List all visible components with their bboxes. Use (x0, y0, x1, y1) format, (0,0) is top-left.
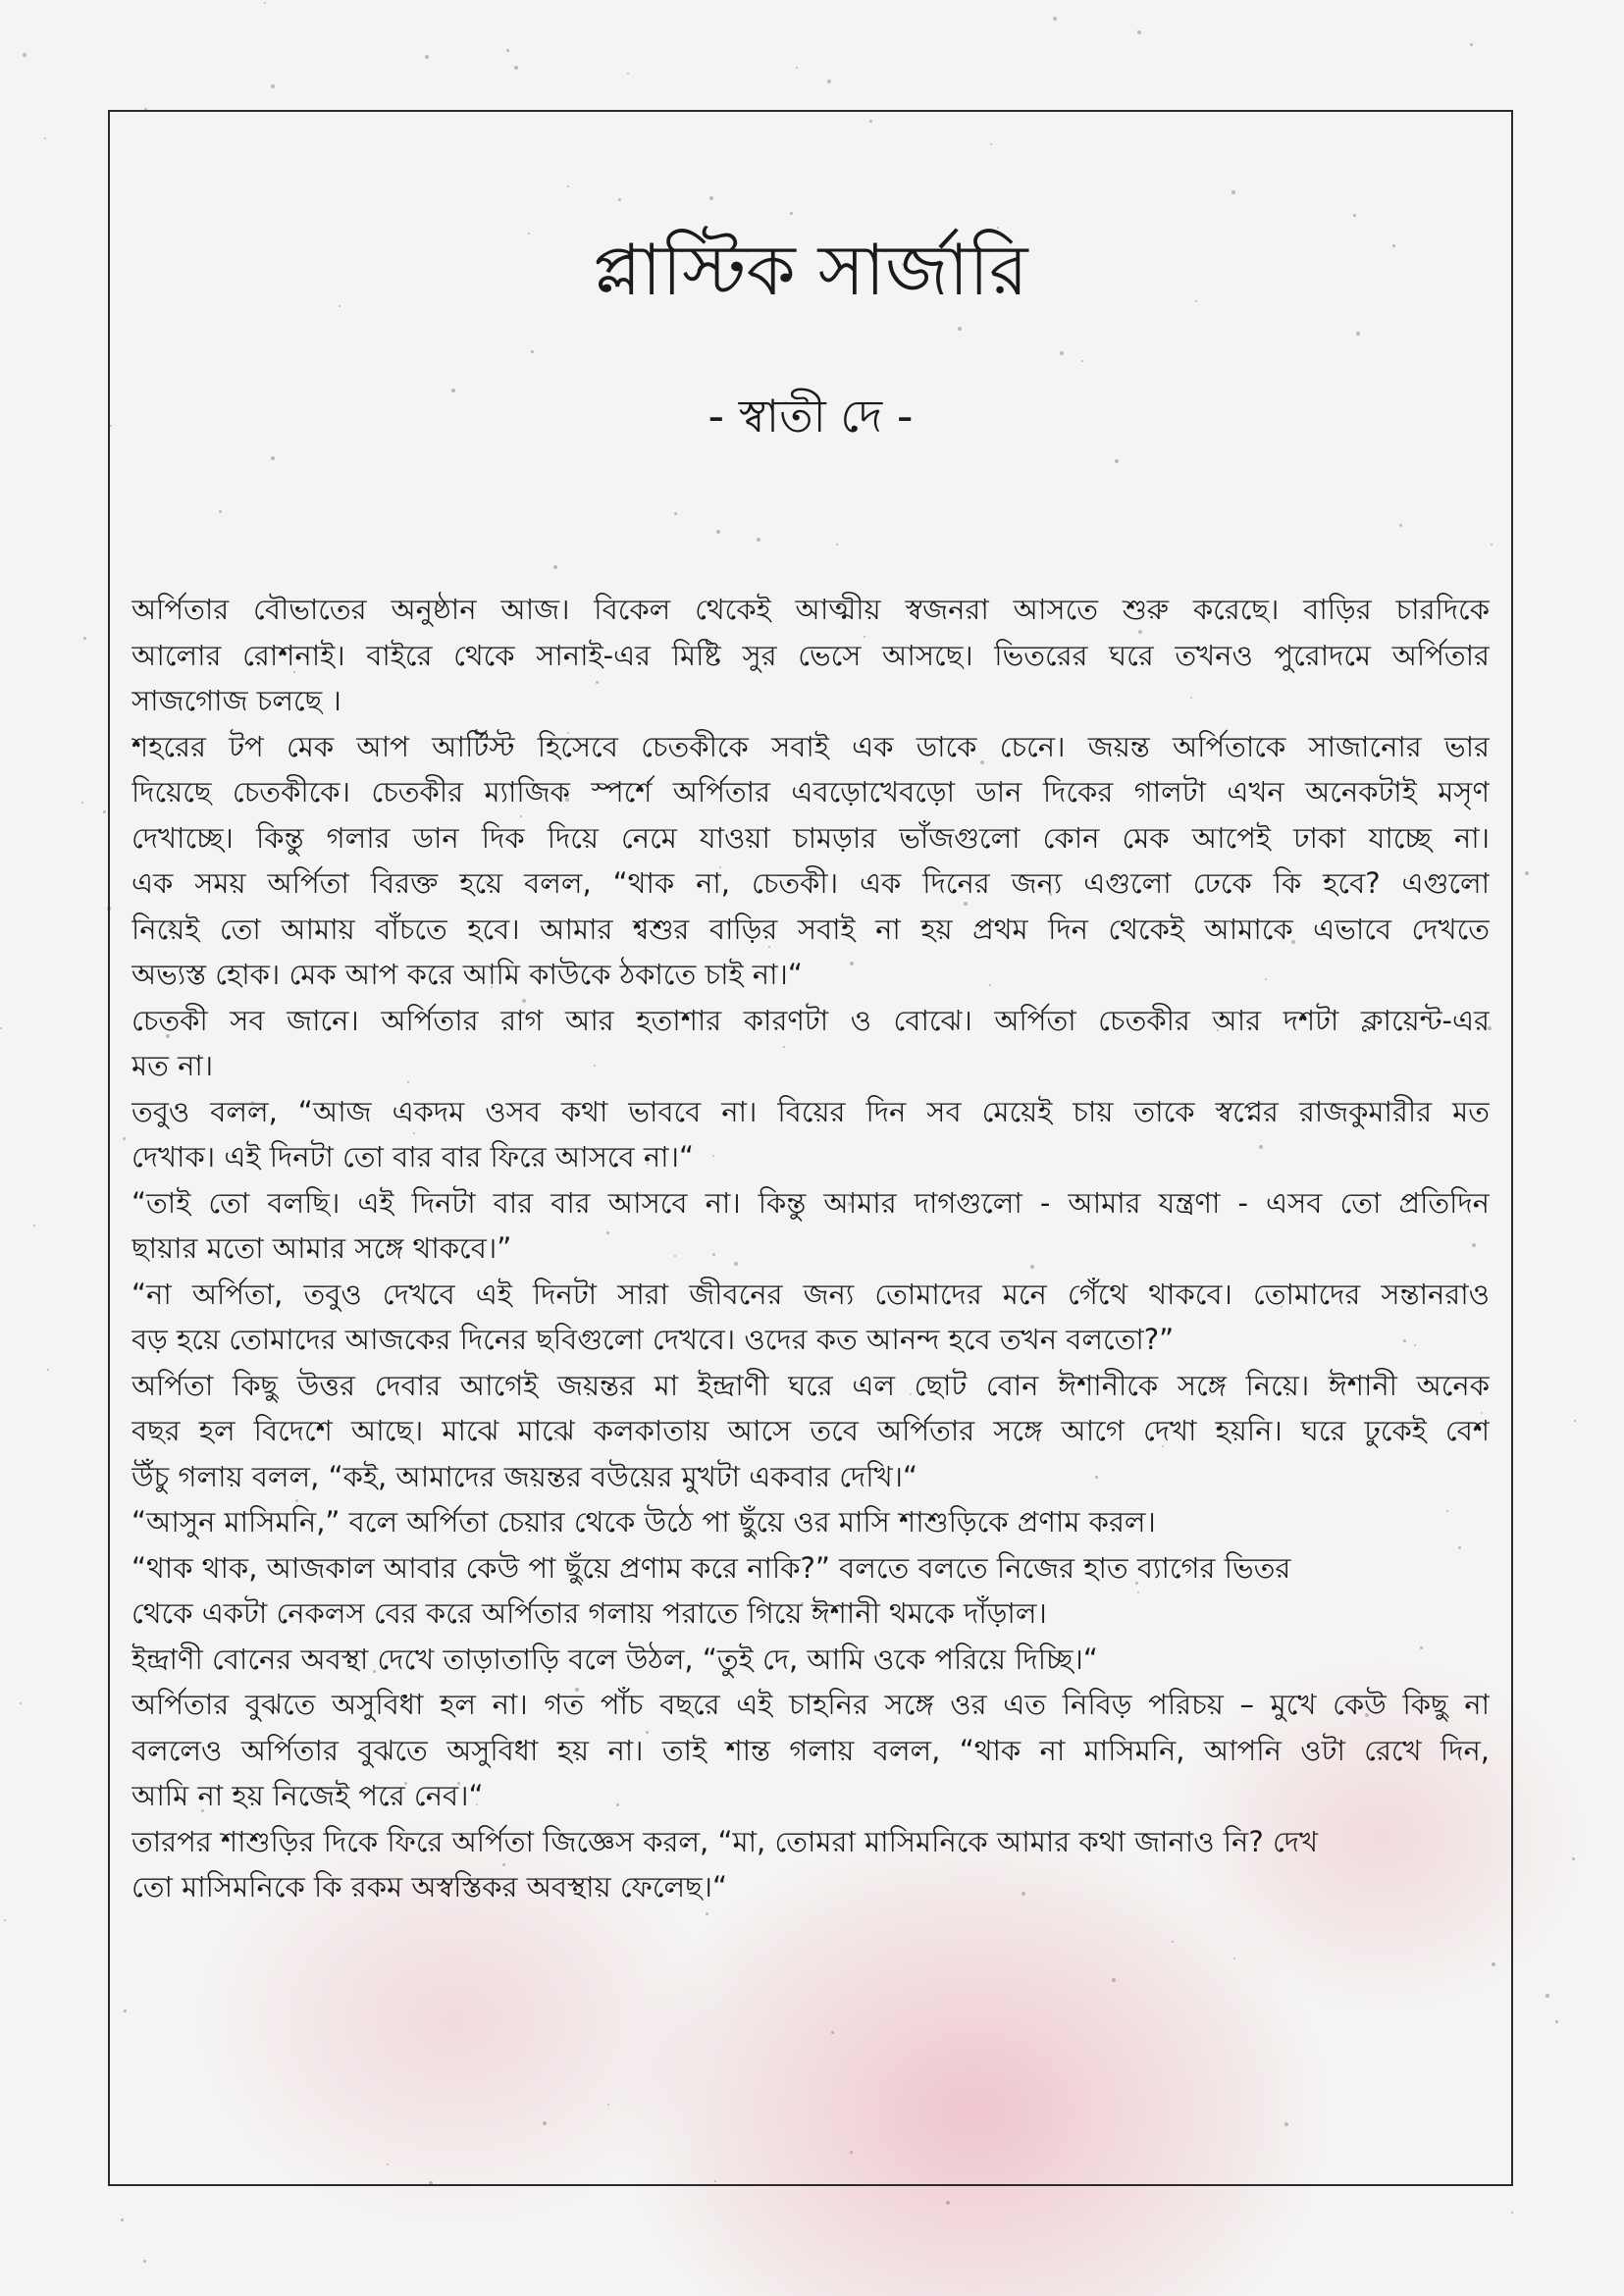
story-line: তারপর শাশুড়ির দিকে ফিরে অর্পিতা জিজ্ঞেস করল, “মা, তোমরা মাসিমনিকে আমার কথা জানাও নি? দেখ (131, 1824, 1319, 1858)
paper-speck (33, 1225, 35, 1226)
story-line: দেখাক। এই দিনটা তো বার বার ফিরে আসবে না।“ (131, 1140, 694, 1174)
story-line: বললেও অর্পিতার বুঝতে অসুবিধা হয় না। তাই শান্ত গলায় বলল, “থাক না মাসিমনি, আপনি ওটা রেখে দিন, (131, 1733, 1490, 1767)
story-line: এক সময় অর্পিতা বিরক্ত হয়ে বলল, “থাক না, চেতকী। এক দিনের জন্য এগুলো ঢেকে কি হবে? এগুলো (131, 866, 1490, 900)
paper-speck (271, 84, 275, 88)
story-line: তবুও বলল, “আজ একদম ওসব কথা ভাববে না। বিয়ের দিন সব মেয়েই চায় তাকে স্বপ্নের রাজকুমারীর মত (131, 1094, 1490, 1128)
paper-speck (946, 2201, 950, 2205)
story-line: শহরের টপ মেক আপ আর্টিস্ট হিসেবে চেতকীকে সবাই এক ডাকে চেনে। জয়ন্ত অর্পিতাকে সাজানোর ভার (131, 729, 1490, 763)
story-line: দেখাচ্ছে। কিন্তু গলার ডান দিক দিয়ে নেমে যাওয়া চামড়ার ভাঁজগুলো কোন মেক আপেই ঢাকা যাচ্ছে না। (131, 820, 1490, 855)
story-line: থেকে একটা নেকলস বের করে অর্পিতার গলায় পরাতে গিয়ে ঈশানী থমকে দাঁড়াল। (131, 1596, 1047, 1630)
story-line: সাজগোজ চলছে । (131, 684, 341, 717)
paper-speck (20, 1702, 22, 1704)
story-line: আলোর রোশনাই। বাইরে থেকে সানাই-এর মিষ্টি সুর ভেসে আসছে। ভিতরের ঘরে তখনও পুরোদমে অর্পিতার (131, 638, 1490, 672)
story-line: বছর হল বিদেশে আছে। মাঝে মাঝে কলকাতায় আসে তবে অর্পিতার সঙ্গে আগে দেখা হয়নি। ঘরে ঢুকেই বেশ (131, 1414, 1490, 1447)
story-line: অর্পিতার বৌভাতের অনুষ্ঠান আজ। বিকেল থেকেই আত্মীয় স্বজনরা আসতে শুরু করেছে। বাড়ির চারদিকে (131, 593, 1490, 626)
story-line: “থাক থাক, আজকাল আবার কেউ পা ছুঁয়ে প্রণাম করে নাকি?” বলতে বলতে নিজের হাত ব্যাগের ভিতর (131, 1550, 1291, 1585)
story-line: অভ্যস্ত হোক। মেক আপ করে আমি কাউকে ঠকাতে চাই না।“ (131, 958, 803, 991)
story-line: অর্পিতার বুঝতে অসুবিধা হল না। গত পাঁচ বছরে এই চাহনির সঙ্গে ওর এত নিবিড় পরিচয় – মুখে কেউ কিছু না (131, 1688, 1490, 1721)
story-line: উঁচু গলায় বলল, “কই, আমাদের জয়ন্তর বউয়ের মুখটা একবার দেখি।“ (131, 1459, 918, 1493)
paper-speck (121, 2218, 124, 2221)
story-line: ছায়ার মতো আমার সঙ্গে থাকবে।” (131, 1231, 512, 1265)
story-line: বড় হয়ে তোমাদের আজকের দিনের ছবিগুলো দেখবে। ওদের কত আনন্দ হবে তখন বলতো?” (131, 1323, 1175, 1356)
paper-speck (1137, 30, 1141, 34)
paper-speck (264, 2, 266, 4)
story-title: প্লাস্টিক সার্জারি (593, 229, 1028, 311)
paper-speck (796, 67, 798, 69)
paper-speck (83, 637, 86, 640)
story-author: - স্বাতী দে - (707, 390, 914, 443)
paper-speck (143, 2260, 146, 2263)
story-line: “আসুন মাসিমনি,” বলে অর্পিতা চেয়ার থেকে উঠে পা ছুঁয়ে ওর মাসি শাশুড়িকে প্রণাম করল। (131, 1505, 1156, 1539)
story-line: দিয়েছে চেতকীকে। চেতকীর ম্যাজিক স্পর্শে অর্পিতার এবড়োখেবড়ো ডান দিকের গালটা এখন অনেকটাই মসৃণ (131, 775, 1490, 809)
story-body (131, 587, 1490, 1910)
story-line: মত না। (131, 1049, 214, 1082)
paper-speck (1555, 2020, 1558, 2023)
story-line: আমি না হয় নিজেই পরে নেব।“ (131, 1779, 484, 1812)
paper-speck (103, 810, 106, 813)
paper-speck (1574, 1420, 1576, 1422)
story-line: “না অর্পিতা, তবুও দেখবে এই দিনটা সারা জীবনের জন্য তোমাদের মনে গেঁথে থাকবে। তোমাদের সন্তানরাও (131, 1277, 1490, 1311)
paper-speck (1545, 1994, 1549, 1998)
story-line: নিয়েই তো আমায় বাঁচতে হবে। আমার শ্বশুর বাড়ির সবাই না হয় প্রথম দিন থেকেই আমাকে এভাবে দেখতে (131, 912, 1490, 946)
story-line: চেতকী সব জানে। অর্পিতার রাগ আর হতাশার কারণটা ও বোঝে। অর্পিতা চেতকীর আর দশটা ক্লায়েন্ট-এর (131, 1003, 1490, 1037)
paper-speck (514, 66, 518, 70)
story-line: “তাই তো বলছি। এই দিনটা বার বার আসবে না। কিন্তু আমার দাগগুলো - আমার যন্ত্রণা - এসব তো প্রতিদিন (131, 1185, 1490, 1220)
paper-speck (1572, 1857, 1575, 1860)
paper-speck (1511, 2212, 1513, 2214)
story-line: তো মাসিমনিকে কি রকম অস্বস্তিকর অবস্থায় ফেলেছ।“ (131, 1870, 728, 1904)
story-line: অর্পিতা কিছু উত্তর দেবার আগেই জয়ন্তর মা ইন্দ্রাণী ঘরে এল ছোট বোন ঈশানীকে সঙ্গে নিয়ে। ঈশানী অনেক (131, 1368, 1490, 1402)
paper-speck (4, 1919, 6, 1921)
story-line: ইন্দ্রাণী বোনের অবস্থা দেখে তাড়াতাড়ি বলে উঠল, “তুই দে, আমি ওকে পরিয়ে দিচ্ছি।“ (131, 1642, 1098, 1676)
